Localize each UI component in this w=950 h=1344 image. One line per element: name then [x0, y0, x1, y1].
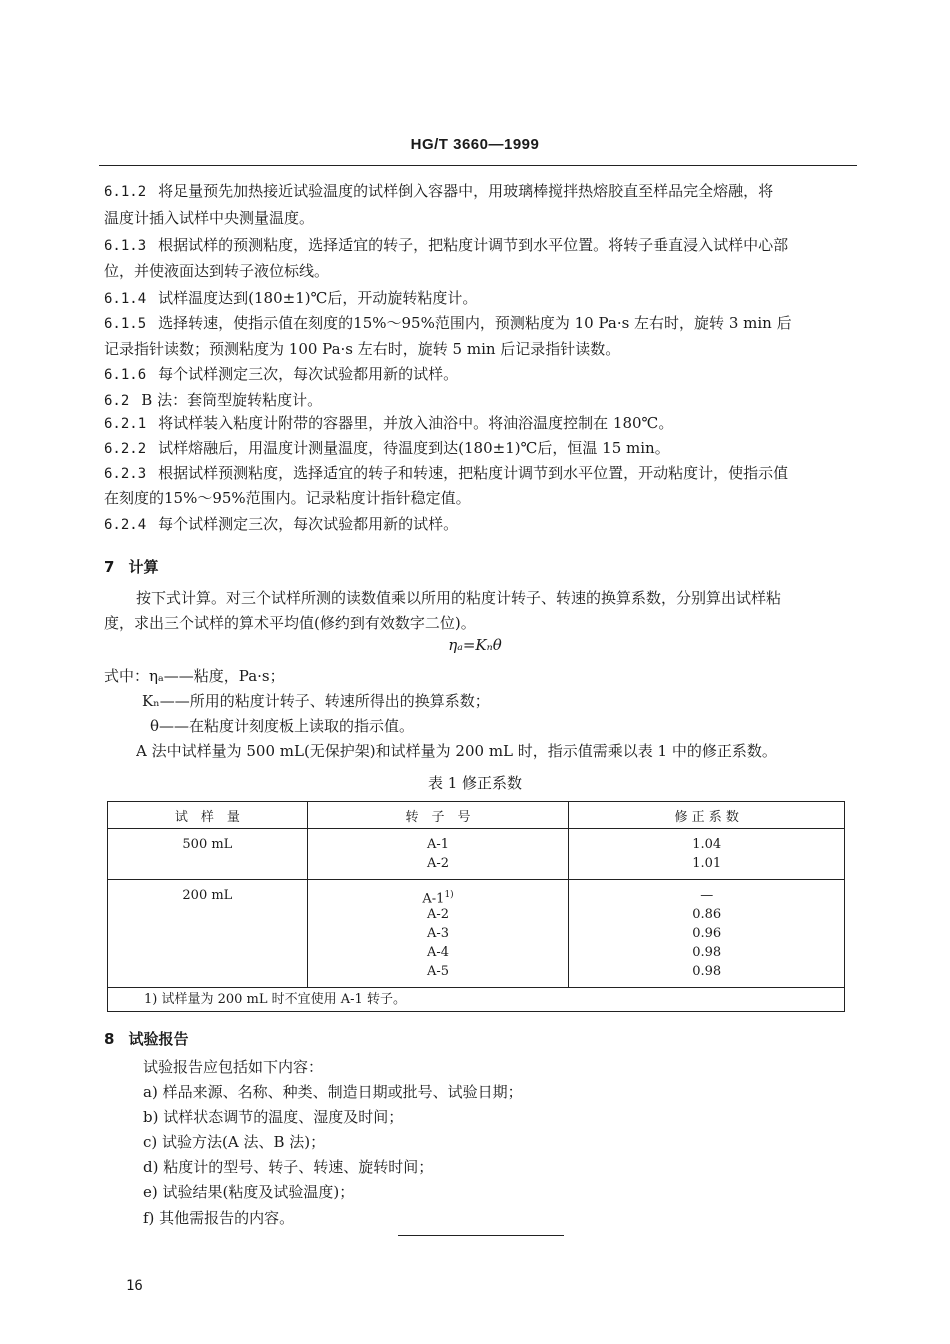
clause-6-1-2 — [104, 179, 848, 204]
clause-number: 6.1.2 — [104, 184, 147, 200]
clause-6-2-1 — [104, 411, 848, 436]
clause-text: 将试样装入粘度计附带的容器里，并放入油浴中。将油浴温度控制在 180℃。 — [158, 414, 674, 432]
cell-rotors — [307, 880, 569, 988]
clause-text: 将足量预先加热接近试验温度的试样倒入容器中，用玻璃棒搅拌热熔胶直至样品完全熔融，将 — [158, 182, 774, 200]
coefficient-value: 0.98 — [692, 964, 722, 979]
rotor-label: A-4 — [427, 945, 450, 960]
header-rule — [99, 165, 857, 166]
table-caption: 表 1 修正系数 — [427, 774, 523, 792]
cell-amount: 500 mL — [108, 829, 308, 880]
clause-continuation: 温度计插入试样中央测量温度。 — [104, 209, 315, 227]
header-correction-coefficient: 修 正 系 数 — [569, 802, 845, 829]
coefficient-value: 1.01 — [692, 856, 722, 871]
cell-coefficients — [569, 880, 845, 988]
table-row — [108, 880, 845, 988]
clause-number: 6.2 — [104, 393, 130, 409]
section-number: 7 — [104, 558, 115, 576]
viscosity-formula: ηₐ=Kₙθ — [448, 636, 502, 654]
coefficient-value: 0.86 — [692, 907, 722, 922]
page-number: 16 — [126, 1278, 143, 1294]
clause-number: 6.1.5 — [104, 316, 147, 332]
clause-6-2-2 — [104, 436, 848, 461]
coefficient-value: — — [700, 888, 714, 903]
clause-continuation: 位，并使液面达到转子液位标线。 — [104, 262, 330, 280]
clause-text: 每个试样测定三次，每次试验都用新的试样。 — [158, 365, 459, 383]
report-item: b) 试样状态调节的温度、湿度及时间； — [143, 1108, 404, 1126]
section-7-paragraph-cont: 度，求出三个试样的算术平均值(修约到有效数字二位)。 — [104, 614, 476, 632]
clause-text: B 法：套筒型旋转粘度计。 — [141, 391, 323, 409]
clause-number: 6.1.3 — [104, 238, 147, 254]
clause-6-1-3 — [104, 233, 848, 258]
header-sample-amount: 试 样 量 — [108, 802, 308, 829]
clause-text: 试样熔融后，用温度计测量温度，待温度到达(180±1)℃后，恒温 15 min。 — [158, 439, 670, 457]
coefficient-value: 0.96 — [692, 926, 722, 941]
coefficient-value: 0.98 — [692, 945, 722, 960]
table-footnote: 1) 试样量为 200 mL 时不宜使用 A-1 转子。 — [108, 988, 845, 1012]
formula-where-3: θ——在粘度计刻度板上读取的指示值。 — [150, 717, 415, 735]
section-title: 计算 — [128, 558, 159, 576]
end-of-document-rule — [398, 1235, 564, 1236]
clause-number: 6.2.2 — [104, 441, 147, 457]
report-item: e) 试验结果(粘度及试验温度)； — [143, 1183, 355, 1201]
clause-number: 6.2.3 — [104, 466, 147, 482]
clause-text: 每个试样测定三次，每次试验都用新的试样。 — [158, 515, 459, 533]
section-number: 8 — [104, 1030, 115, 1048]
clause-6-2 — [104, 388, 848, 413]
clause-text: 试样温度达到(180±1)℃后，开动旋转粘度计。 — [158, 289, 478, 307]
clause-continuation: 记录指针读数；预测粘度为 100 Pa·s 左右时，旋转 5 min 后记录指针读数。 — [104, 340, 621, 358]
formula-where-1: 式中：ηₐ——粘度，Pa·s； — [104, 667, 285, 685]
clause-text: 选择转速，使指示值在刻度的15%～95%范围内，预测粘度为 10 Pa·s 左右时，旋转 3 min 后 — [158, 314, 792, 332]
footnote-marker: 1) — [444, 890, 454, 900]
clause-number: 6.1.4 — [104, 291, 147, 307]
header-rotor-number: 转 子 号 — [307, 802, 569, 829]
rotor-label-with-footnote — [308, 886, 569, 905]
cell-amount: 200 mL — [108, 880, 308, 988]
clause-6-2-4 — [104, 512, 848, 537]
table-row — [108, 829, 845, 880]
rotor-label: A-1 — [427, 837, 450, 852]
section-8-intro: 试验报告应包括如下内容： — [143, 1058, 324, 1076]
rotor-label: A-1 — [422, 891, 445, 907]
clause-number: 6.1.6 — [104, 367, 147, 383]
clause-text: 根据试样的预测粘度，选择适宜的转子，把粘度计调节到水平位置。将转子垂直浸入试样中心部 — [158, 236, 789, 254]
cell-coefficients — [569, 829, 845, 880]
report-item: d) 粘度计的型号、转子、转速、旋转时间； — [143, 1158, 434, 1176]
clause-6-1-6 — [104, 362, 848, 387]
rotor-label: A-2 — [427, 907, 450, 922]
rotor-label: A-3 — [427, 926, 450, 941]
clause-6-2-3 — [104, 461, 848, 486]
section-7-paragraph-2: A 法中试样量为 500 mL(无保护架)和试样量为 200 mL 时，指示值需乘以表 1 中的修正系数。 — [136, 742, 777, 760]
document-header: HG/T 3660—1999 — [410, 136, 540, 153]
coefficient-value: 1.04 — [692, 837, 722, 852]
table-footnote-row — [108, 988, 845, 1012]
formula-where-2: Kₙ——所用的粘度计转子、转速所得出的换算系数； — [142, 692, 490, 710]
report-item: f) 其他需报告的内容。 — [143, 1209, 295, 1227]
section-7-heading — [104, 556, 158, 577]
report-item: a) 样品来源、名称、种类、制造日期或批号、试验日期； — [143, 1083, 523, 1101]
clause-6-1-4 — [104, 286, 848, 311]
rotor-label: A-2 — [427, 856, 450, 871]
section-title: 试验报告 — [128, 1030, 189, 1048]
rotor-label: A-5 — [427, 964, 450, 979]
clause-6-1-5 — [104, 311, 848, 336]
correction-coefficient-table — [107, 801, 845, 1012]
cell-rotors — [307, 829, 569, 880]
section-8-heading — [104, 1028, 188, 1049]
clause-number: 6.2.4 — [104, 517, 147, 533]
clause-number: 6.2.1 — [104, 416, 147, 432]
table-header-row — [108, 802, 845, 829]
clause-text: 根据试样预测粘度，选择适宜的转子和转速，把粘度计调节到水平位置，开动粘度计，使指示值 — [158, 464, 789, 482]
section-7-paragraph: 按下式计算。对三个试样所测的读数值乘以所用的粘度计转子、转速的换算系数，分别算出试样粘 — [136, 589, 782, 607]
report-item: c) 试验方法(A 法、B 法)； — [143, 1133, 326, 1151]
clause-continuation: 在刻度的15%～95%范围内。记录粘度计指针稳定值。 — [104, 489, 471, 507]
